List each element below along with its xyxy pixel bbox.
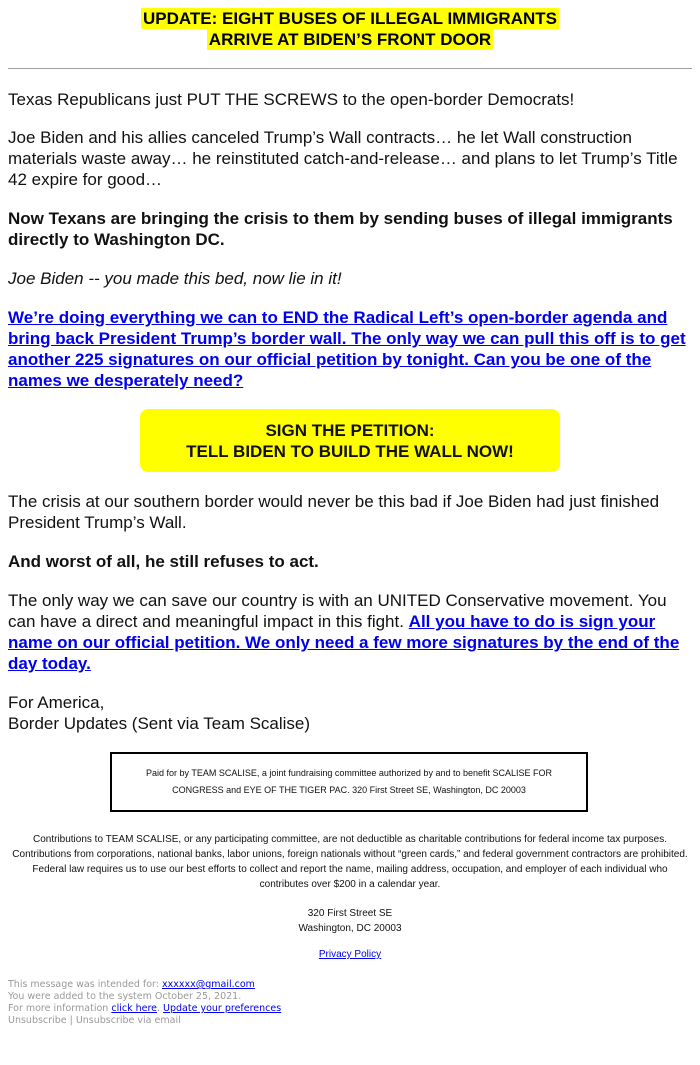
- unsubscribe-sep: |: [66, 1015, 76, 1026]
- paragraph-refuses: And worst of all, he still refuses to act.: [8, 552, 319, 571]
- paid-for-box: [110, 752, 588, 812]
- footer-unsubscribe: [8, 1015, 692, 1027]
- headline: [0, 8, 700, 50]
- headline-line-2: ARRIVE AT BIDEN’S FRONT DOOR: [208, 30, 492, 49]
- footer-more-info: [8, 1003, 692, 1015]
- petition-link[interactable]: We’re doing everything we can to END the Radical Left’s open-border agenda and bring back President Trump’s border wall. The only way we can pull this off is to get another 225 signatures on our official petition by tonight. Can you be one of the names we desperately need?: [8, 308, 686, 390]
- signoff-line-1: For America,: [8, 693, 105, 712]
- united-text: The only way we can save our country is with an UNITED Conservative movement. You can have a direct and meaningful impact in this fight.: [8, 591, 667, 631]
- paragraph-intro: Texas Republicans just PUT THE SCREWS to the open-border Democrats!: [8, 90, 575, 109]
- paragraph-petition-link: [8, 307, 692, 391]
- sign-petition-button[interactable]: [140, 409, 560, 472]
- footer-added: You were added to the system October 25, 2021.: [8, 991, 242, 1002]
- divider: [8, 68, 692, 69]
- recipient-email-link[interactable]: xxxxxx@gmail.com: [162, 979, 255, 990]
- headline-line-1: UPDATE: EIGHT BUSES OF ILLEGAL IMMIGRANTS: [143, 9, 557, 28]
- click-here-link[interactable]: click here: [111, 1003, 157, 1014]
- footer-intended: [8, 979, 692, 991]
- paragraph-texans-buses: Now Texans are bringing the crisis to them by sending buses of illegal immigrants directly to Washington DC.: [8, 209, 673, 249]
- unsubscribe-link[interactable]: Unsubscribe: [8, 1015, 67, 1026]
- privacy-row: [8, 947, 692, 962]
- address-line-1: 320 First Street SE: [307, 908, 393, 919]
- privacy-policy-link[interactable]: Privacy Policy: [318, 949, 382, 960]
- paragraph-crisis: The crisis at our southern border would never be this bad if Joe Biden had just finished President Trump’s Wall.: [8, 492, 660, 532]
- sign-name-link[interactable]: All you have to do is sign your name on our official petition. We only need a few more signatures by the end of the day today.: [8, 612, 680, 673]
- cta-line-2: TELL BIDEN TO BUILD THE WALL NOW!: [186, 441, 514, 461]
- paragraph-united: [8, 590, 692, 674]
- paid-for-text: Paid for by TEAM SCALISE, a joint fundraising committee authorized by and to benefit SCALISE FOR CONGRESS and EYE OF THE TIGER PAC. 320 First Street SE, Washington, DC 20003: [145, 768, 553, 795]
- more-info-sep: .: [157, 1003, 164, 1014]
- cta-line-1: SIGN THE PETITION:: [265, 420, 435, 440]
- update-preferences-link[interactable]: Update your preferences: [163, 1003, 282, 1014]
- address-line-2: Washington, DC 20003: [298, 923, 402, 934]
- signoff: [8, 692, 692, 734]
- signoff-line-2: Border Updates (Sent via Team Scalise): [8, 714, 311, 733]
- contributions-disclaimer: Contributions to TEAM SCALISE, or any participating committee, are not deductible as charitable contributions for federal income tax purposes. Contributions from corporations, national banks, labor unions, foreign nationals without “green cards,” and federal government contractors are prohibited. Federal law requires us to use our best efforts to collect and report the name, mailing address, occupation, and employer of each individual who contributes over $200 in a calendar year.: [12, 834, 688, 890]
- mailing-address: [8, 906, 692, 936]
- email-footer: [8, 979, 692, 1027]
- more-info-label: For more information: [8, 1003, 112, 1014]
- intended-label: This message was intended for:: [8, 979, 162, 990]
- unsubscribe-email-link[interactable]: Unsubscribe via email: [75, 1015, 181, 1026]
- paragraph-made-this-bed: Joe Biden -- you made this bed, now lie in it!: [8, 269, 342, 288]
- paragraph-wall-contracts: Joe Biden and his allies canceled Trump’s Wall contracts… he let Wall construction materials waste away… he reinstituted catch-and-release… and plans to let Trump’s Title 42 expire for good…: [8, 128, 678, 189]
